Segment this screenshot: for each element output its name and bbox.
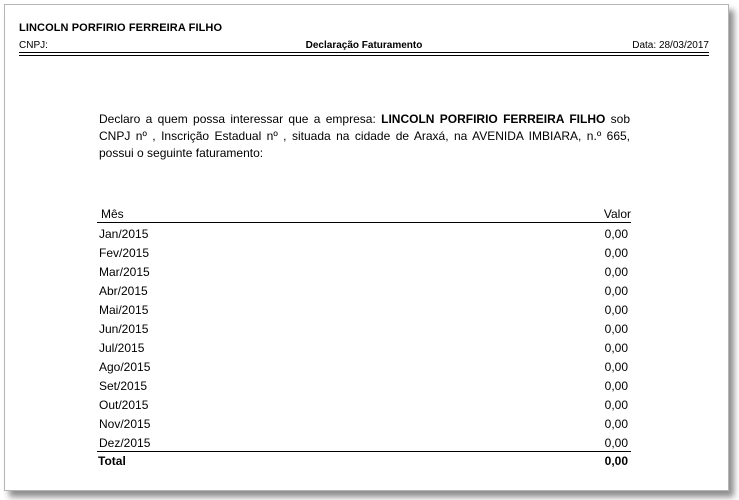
column-header-value: Valor: [603, 207, 631, 221]
header-rule-top: [19, 52, 709, 53]
table-row: [97, 263, 631, 282]
row-month: Jan/2015: [99, 227, 149, 241]
total-label: Total: [98, 454, 126, 468]
row-month: Jun/2015: [99, 322, 149, 336]
table-row: [97, 339, 631, 358]
declaration-details: sob CNPJ nº , Inscrição Estadual nº , situada na cidade de Araxá, na AVENIDA IMBIARA, n.º 665, possui o seguinte faturamento:: [99, 112, 630, 160]
row-month: Abr/2015: [99, 284, 148, 298]
document-page: [4, 4, 729, 491]
table-row: [97, 377, 631, 396]
declaration-company: LINCOLN PORFIRIO FERREIRA FILHO: [381, 112, 606, 126]
row-month: Jul/2015: [99, 341, 145, 355]
company-name: LINCOLN PORFIRIO FERREIRA FILHO: [19, 22, 223, 34]
row-value: 0,00: [604, 360, 628, 374]
table-row: [97, 282, 631, 301]
total-row: [97, 452, 631, 470]
row-month: Nov/2015: [99, 417, 151, 431]
row-month: Ago/2015: [99, 360, 151, 374]
table-row: [97, 244, 631, 263]
row-month: Dez/2015: [99, 436, 151, 450]
declaration-intro: Declaro a quem possa interessar que a empresa:: [99, 112, 382, 126]
total-value: 0,00: [604, 454, 628, 468]
table-row: [97, 415, 631, 434]
row-value: 0,00: [604, 436, 628, 450]
row-value: 0,00: [604, 398, 628, 412]
table-row: [97, 434, 631, 453]
table-row: [97, 358, 631, 377]
row-month: Mai/2015: [99, 303, 149, 317]
row-value: 0,00: [604, 246, 628, 260]
row-value: 0,00: [604, 379, 628, 393]
date-field: [632, 40, 709, 51]
revenue-table: [97, 206, 631, 470]
row-month: Fev/2015: [99, 246, 150, 260]
column-header-month: Mês: [101, 207, 124, 221]
declaration-text: [99, 111, 630, 162]
row-value: 0,00: [604, 227, 628, 241]
table-row: [97, 225, 631, 244]
row-value: 0,00: [604, 265, 628, 279]
row-value: 0,00: [604, 322, 628, 336]
table-header: [97, 206, 631, 223]
table-body: [97, 223, 631, 453]
row-value: 0,00: [604, 341, 628, 355]
row-value: 0,00: [604, 303, 628, 317]
header-rule-bottom: [19, 55, 709, 56]
table-row: [97, 301, 631, 320]
date-value: 28/03/2017: [658, 40, 709, 51]
document-title: Declaração Faturamento: [305, 40, 423, 51]
date-label: Data:: [632, 40, 657, 51]
row-value: 0,00: [604, 417, 628, 431]
row-value: 0,00: [604, 284, 628, 298]
row-month: Mar/2015: [99, 265, 150, 279]
table-row: [97, 396, 631, 415]
table-row: [97, 320, 631, 339]
row-month: Set/2015: [99, 379, 148, 393]
row-month: Out/2015: [99, 398, 149, 412]
cnpj-label: CNPJ:: [19, 40, 48, 51]
